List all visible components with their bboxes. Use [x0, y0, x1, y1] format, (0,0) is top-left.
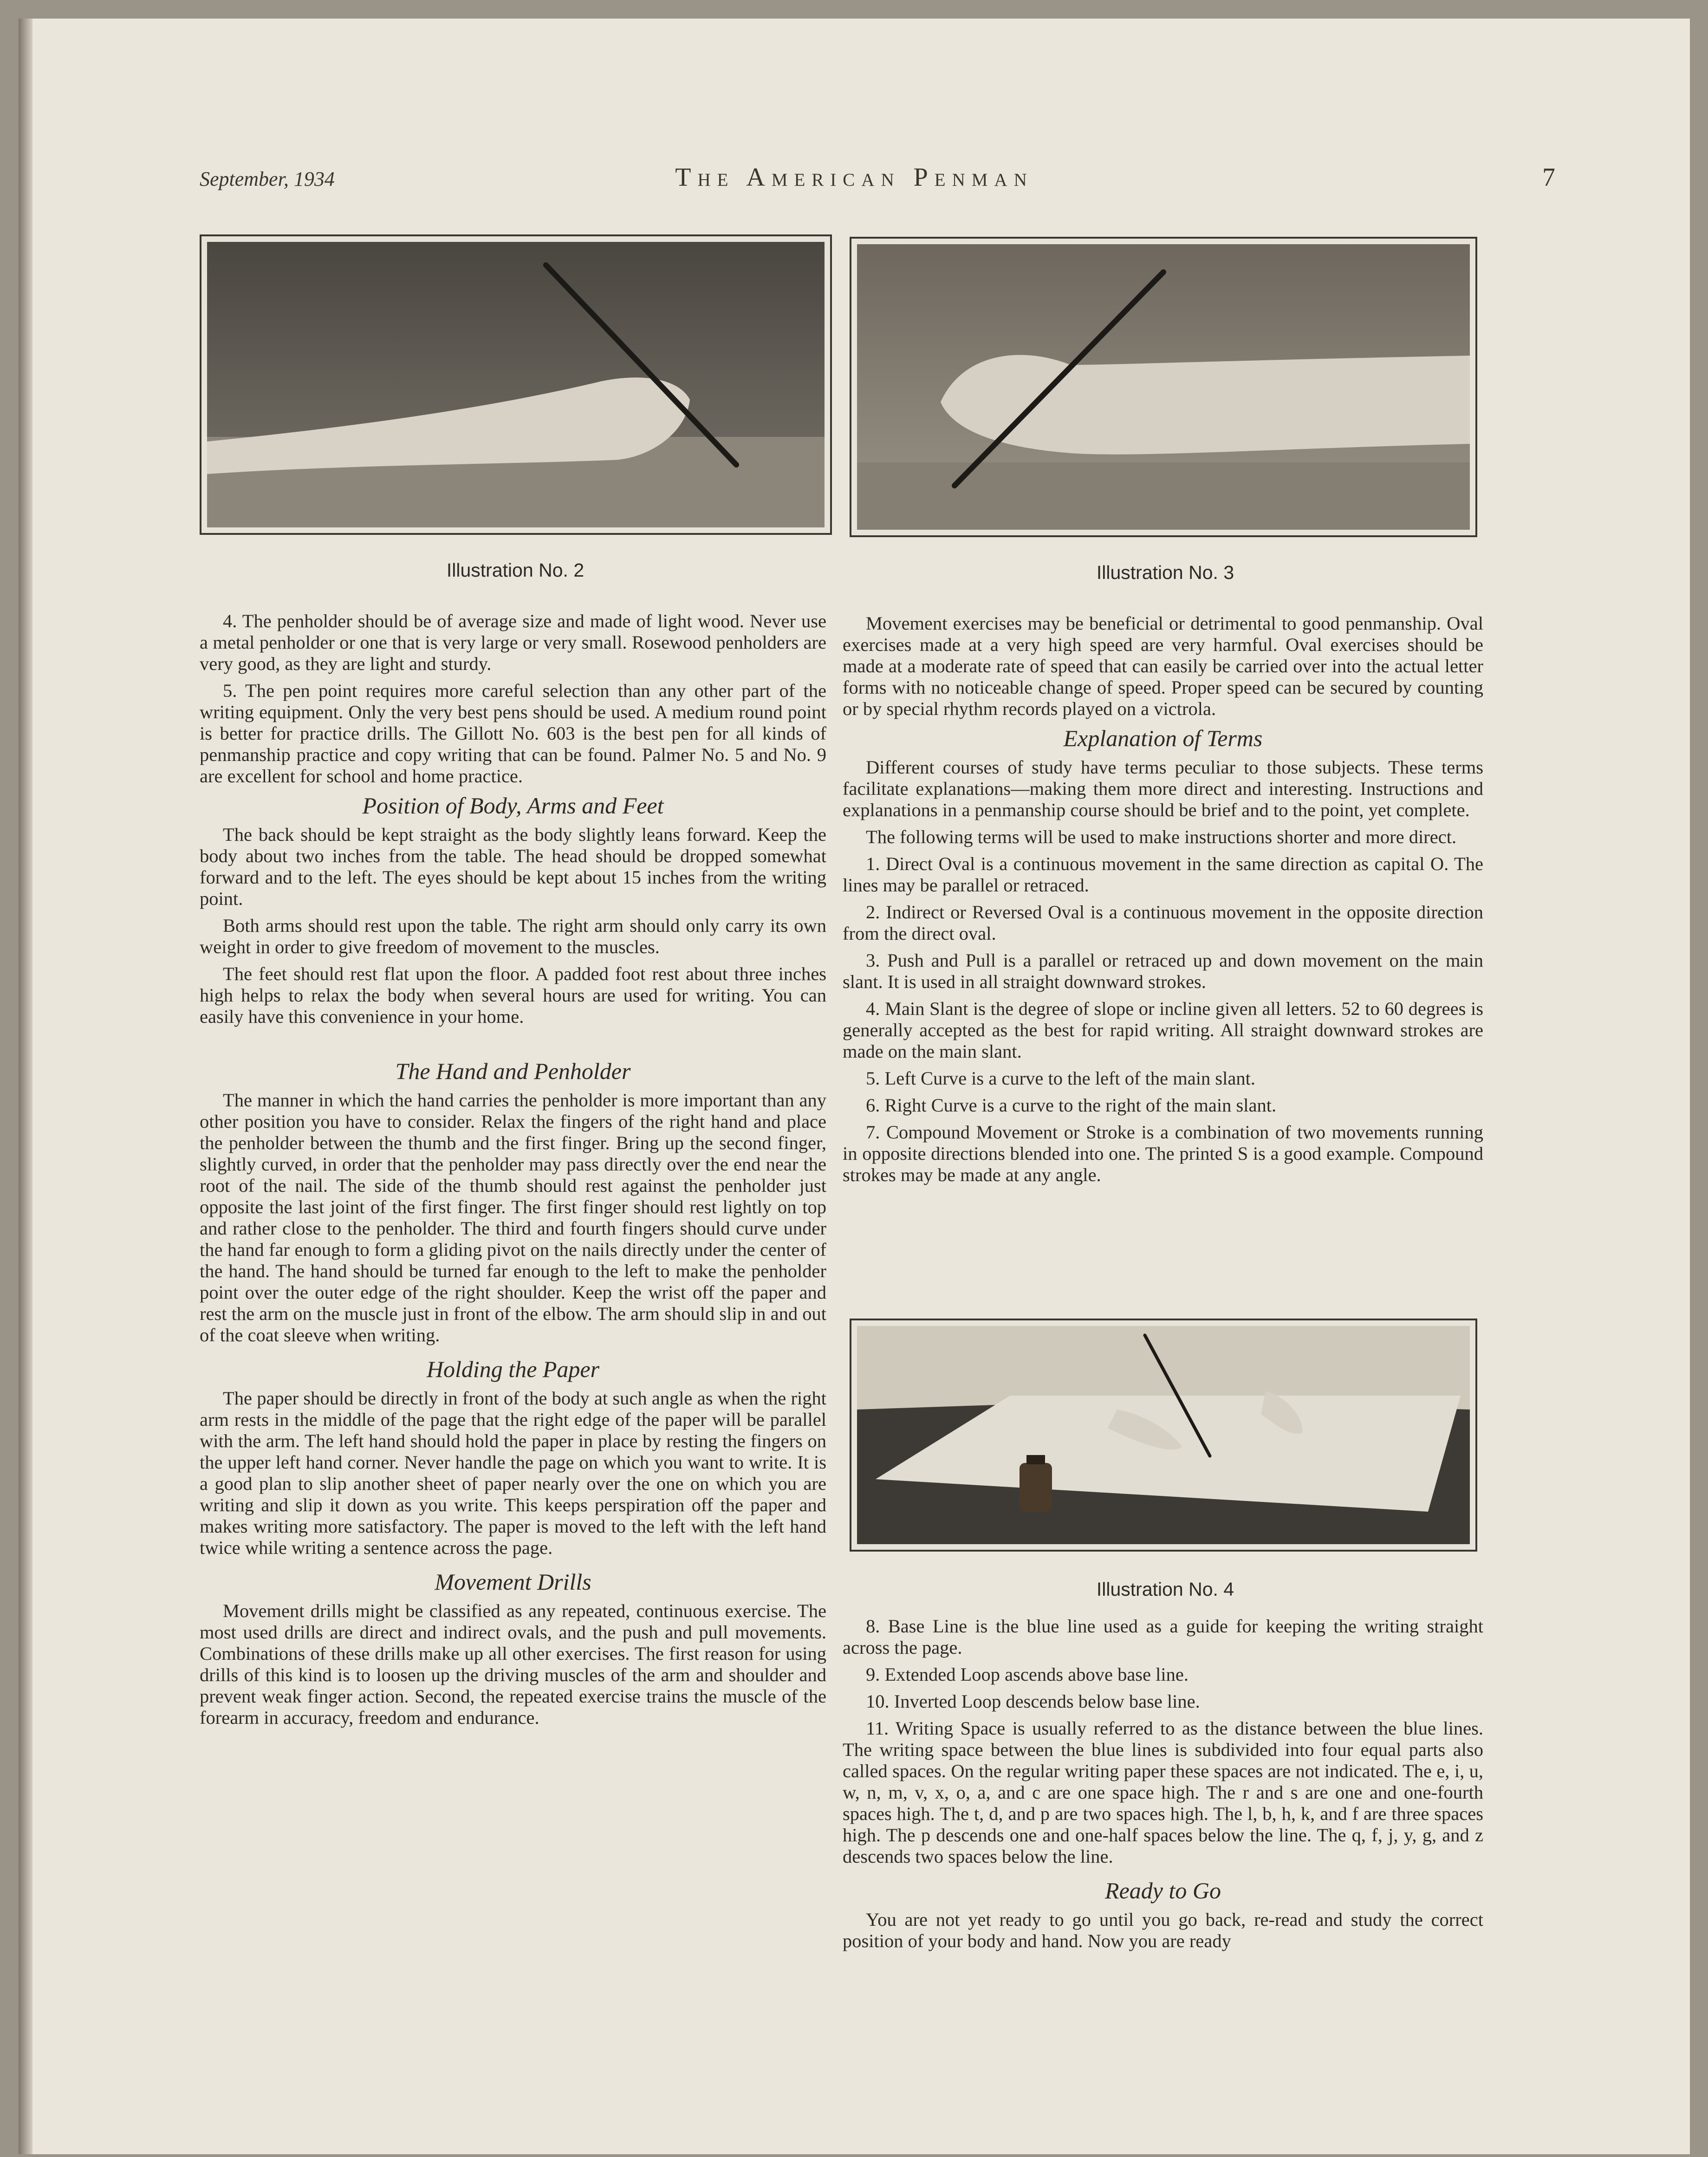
heading-terms: Explanation of Terms [1063, 725, 1263, 751]
illustration-4-photo [850, 1319, 1477, 1552]
paragraph-pen-point: 5. The pen point requires more careful selection than any other part of the writing equipment. Only the very best pens should be used. A medium round point is better for practice drills. The Gillott No. 603 is the best pen for all kinds of penmanship practice and copy writing that can be found. Palmer No. 5 and No. 9 are excellent for school and home practice. [200, 680, 826, 786]
term-3: 3. Push and Pull is a parallel or retraced up and down movement on the main slant. It is used in all straight downward strokes. [843, 950, 1483, 992]
paragraph-drills: Movement drills might be classified as any repeated, continuous exercise. The most used drills are direct and indirect ovals, and the push and pull movements. Combinations of these drills make up all other exercises. The first reason for using drills of this kind is to loosen up the driving muscles of the arm and shoulder and prevent weak finger action. Second, the repeated exercise trains the muscle of the forearm in accuracy, freedom and endurance. [200, 1600, 826, 1728]
hand-holding-pen-front-image [857, 244, 1470, 530]
magazine-title: The American Penman [675, 163, 1033, 192]
term-11: 11. Writing Space is usually referred to as the distance between the blue lines. The writing space between the blue lines is subdivided into four equal parts also called spaces. On the regular writing paper these spaces are not indicated. The e, i, u, w, n, m, v, x, o, a, and c are one space high. The r and s are one and one-fourth spaces high. The t, d, and p are two spaces high. The l, b, h, k, and f are three spaces high. The p descends one and one-half spaces below the line. The q, f, j, y, g, and z descends two spaces below the line. [843, 1718, 1483, 1867]
paragraph-movement: Movement exercises may be beneficial or detrimental to good penmanship. Oval exercises made at a very high speed are very harmful. Oval exercises should be made at a moderate rate of speed that can easily be carried over into the actual letter forms with no noticeable change of speed. Proper speed can be secured by counting or by special rhythm records played on a victrola. [843, 613, 1483, 719]
illustration-4-caption: Illustration No. 4 [1096, 1579, 1234, 1600]
paragraph-terms-1: Different courses of study have terms peculiar to those subjects. These terms facilitate explanations—making them more direct and interesting. Instructions and explanations in a penmanship course should be brief and to the point, yet complete. [843, 757, 1483, 820]
illustration-3-photo [850, 237, 1477, 537]
page-header [19, 153, 1690, 195]
illustration-3-caption: Illustration No. 3 [1096, 562, 1234, 583]
term-4: 4. Main Slant is the degree of slope or incline given all letters. 52 to 60 degrees is generally accepted as the best for rapid writing. All straight downward strokes are made on the main slant. [843, 998, 1483, 1062]
paragraph-paper: The paper should be directly in front of the body at such angle as when the right arm rests in the middle of the page that the right edge of the paper will be parallel with the arm. The left hand should hold the paper in place by resting the fingers on the upper left hand corner. Never handle the page on which you want to write. It is a good plan to slip another sheet of paper nearly over the one on which you are writing and slip it down as you write. This keeps perspiration off the paper and makes writing more satisfactory. The paper is moved to the left with the left hand twice while writing a sentence across the page. [200, 1388, 826, 1558]
paragraph-position-1: The back should be kept straight as the body slightly leans forward. Keep the body about two inches from the table. The head should be dropped somewhat forward and to the left. The eyes should be kept about 15 inches from the writing point. [200, 824, 826, 909]
term-8: 8. Base Line is the blue line used as a guide for keeping the writing straight across the page. [843, 1616, 1483, 1658]
heading-drills: Movement Drills [435, 1569, 591, 1595]
term-7: 7. Compound Movement or Stroke is a combination of two movements running in opposite directions blended into one. The printed S is a good example. Compound strokes may be made at any angle. [843, 1122, 1483, 1185]
paragraph-terms-2: The following terms will be used to make instructions shorter and more direct. [866, 826, 1457, 847]
term-9: 9. Extended Loop ascends above base line. [866, 1664, 1189, 1685]
paragraph-position-3: The feet should rest flat upon the floor. A padded foot rest about three inches high helps to relax the body when several hours are used for writing. You can easily have this convenience in your home. [200, 963, 826, 1027]
right-column-top [843, 613, 1483, 1191]
paragraph-position-2: Both arms should rest upon the table. The right arm should only carry its own weight in order to give freedom of movement to the muscles. [200, 915, 826, 957]
magazine-page [19, 19, 1690, 2154]
paragraph-ready: You are not yet ready to go until you go back, re-read and study the correct position of your body and hand. Now you are ready [843, 1909, 1483, 1951]
right-column-bottom [843, 1616, 1483, 1957]
paragraph-penholder: 4. The penholder should be of average size and made of light wood. Never use a metal penholder or one that is very large or very small. Rosewood penholders are very good, as they are light and sturdy. [200, 611, 826, 674]
heading-ready: Ready to Go [1105, 1878, 1221, 1904]
term-5: 5. Left Curve is a curve to the left of the main slant. [866, 1068, 1255, 1089]
term-10: 10. Inverted Loop descends below base line. [866, 1691, 1200, 1712]
term-6: 6. Right Curve is a curve to the right of the main slant. [866, 1095, 1277, 1116]
term-1: 1. Direct Oval is a continuous movement in the same direction as capital O. The lines may be parallel or retraced. [843, 853, 1483, 896]
paragraph-hand: The manner in which the hand carries the penholder is more important than any other position you have to consider. Relax the fingers of the right hand and place the penholder between the thumb and the first finger. Bring up the second finger, slightly curved, in order that the penholder may pass directly over the end near the root of the nail. The side of the thumb should rest against the penholder just opposite the last joint of the first finger. The first finger should rest lightly on top and rather close to the penholder. The third and fourth fingers should curve under the hand far enough to form a gliding pivot on the nails directly under the center of the hand. The hand should be turned far enough to the left to make the penholder point over the outer edge of the right shoulder. Keep the wrist off the paper and rest the arm on the muscle just in front of the elbow. The arm should slip in and out of the coat sleeve when writing. [200, 1090, 826, 1345]
heading-paper: Holding the Paper [426, 1356, 600, 1382]
heading-hand: The Hand and Penholder [395, 1058, 631, 1084]
issue-date: September, 1934 [200, 168, 335, 190]
left-column [200, 611, 826, 1734]
heading-position: Position of Body, Arms and Feet [362, 793, 664, 819]
hand-holding-pen-side-image [207, 242, 825, 527]
illustration-2-caption: Illustration No. 2 [446, 559, 584, 581]
page-number: 7 [1542, 163, 1555, 192]
binding-spine [19, 19, 32, 2154]
term-2: 2. Indirect or Reversed Oval is a continuous movement in the opposite direction from the direct oval. [843, 902, 1483, 944]
writer-at-desk-image [857, 1326, 1470, 1544]
illustration-2-photo [200, 234, 832, 535]
